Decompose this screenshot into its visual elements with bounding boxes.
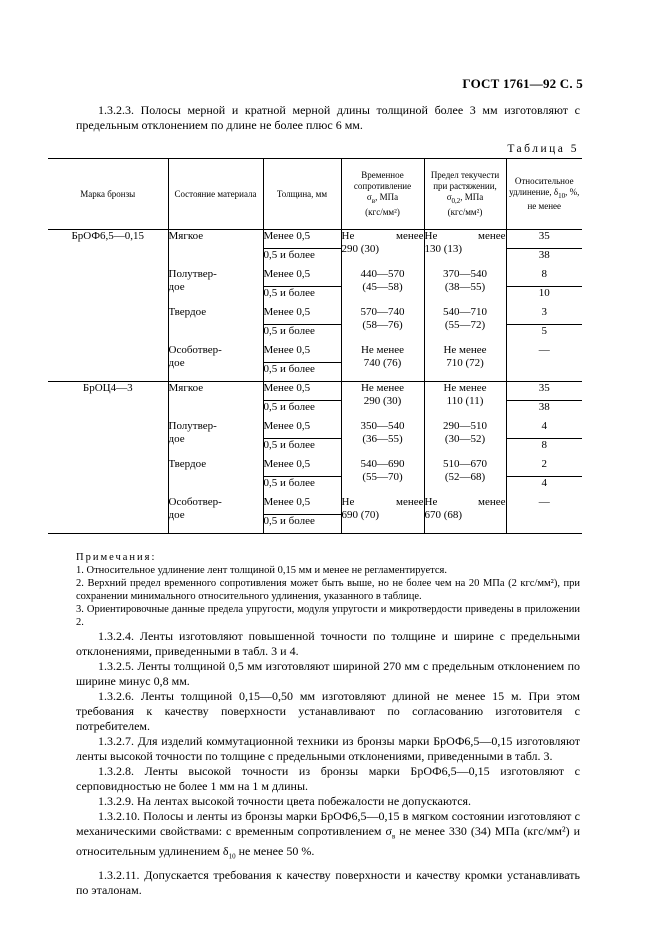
note-1: 1. Относительное удлинение лент толщиной 0,15 мм и менее не регламентируется. [76, 565, 447, 576]
cell-thickness: Менее 0,5 [263, 420, 341, 439]
note-2: 2. Верхний предел временного сопротивления может быть выше, но не более чем на 20 МПа (2 кгс/мм²), при сохранении минимального относительного удлинения, указанного в таблице. [76, 578, 580, 602]
cell-yield: 290—510 (30—52) [424, 420, 506, 458]
header-tolshchina: Толщина, мм [263, 159, 341, 230]
cell-marka: БрОЦ4—3 [48, 382, 168, 534]
cell-yield: Не менее 130 (13) [424, 230, 506, 268]
paragraph-1-3-2-10: 1.3.2.10. Полосы и ленты из бронзы марки БрОФ6,5—0,15 в мягком состоянии изготовляют с механическими свойствами: с временным сопротивлением $\sigma_в$ не менее 330 (34) МПа (кгс/мм²) и относительным удлинением $\delta_{10}$ не менее 50 %. [76, 809, 580, 861]
cell-thickness: Менее 0,5 [263, 382, 341, 401]
notes-block [76, 551, 580, 629]
cell-thickness: 0,5 и более [263, 249, 341, 268]
table-row [48, 230, 582, 249]
page-header: ГОСТ 1761—92 С. 5 [462, 76, 583, 91]
cell-thickness: 0,5 и более [263, 287, 341, 306]
table-row [48, 382, 582, 401]
cell-thickness: Менее 0,5 [263, 306, 341, 325]
cell-yield: Не менее 710 (72) [424, 344, 506, 382]
cell-thickness: Менее 0,5 [263, 344, 341, 363]
header-vremennoe: Временное сопротивление $\sigma_в$, МПа (кгс/мм²) [341, 159, 424, 230]
cell-thickness: Менее 0,5 [263, 230, 341, 249]
cell-elongation: 8 [506, 439, 582, 458]
cell-thickness: 0,5 и более [263, 515, 341, 534]
cell-elongation: 38 [506, 249, 582, 268]
cell-elongation: 4 [506, 420, 582, 439]
table-header-row [48, 159, 582, 230]
table-label: Таблица 5 [507, 143, 579, 155]
cell-yield: Не менее 670 (68) [424, 496, 506, 534]
cell-sostoyanie: Твердое [168, 458, 263, 496]
cell-thickness: 0,5 и более [263, 477, 341, 496]
cell-thickness: 0,5 и более [263, 439, 341, 458]
cell-elongation: — [506, 496, 582, 534]
header-predel: Предел текучести при растяжении, $\sigma_{0,2}$, МПа (кгс/мм²) [424, 159, 506, 230]
note-3: 3. Ориентировочные данные предела упругости, модуля упругости и микротвердости приведены в приложении 2. [76, 604, 580, 628]
cell-sostoyanie: Полутвер- дое [168, 268, 263, 306]
cell-elongation: — [506, 344, 582, 382]
cell-sostoyanie: Полутвер- дое [168, 420, 263, 458]
cell-sigma: Не менее 290 (30) [341, 382, 424, 420]
cell-sigma: 440—570 (45—58) [341, 268, 424, 306]
cell-thickness: 0,5 и более [263, 325, 341, 344]
cell-elongation: 4 [506, 477, 582, 496]
cell-sostoyanie: Особотвер- дое [168, 496, 263, 534]
cell-elongation: 2 [506, 458, 582, 477]
header-sostoyanie: Состояние материала [168, 159, 263, 230]
cell-sostoyanie: Твердое [168, 306, 263, 344]
notes-title: Примечания: [76, 552, 157, 563]
cell-elongation: 10 [506, 287, 582, 306]
cell-marka: БрОФ6,5—0,15 [48, 230, 168, 382]
cell-sigma: Не менее 290 (30) [341, 230, 424, 268]
cell-yield: 510—670 (52—68) [424, 458, 506, 496]
cell-sigma: Не менее 740 (76) [341, 344, 424, 382]
header-marka: Марка бронзы [48, 159, 168, 230]
paragraph-1-3-2-3: 1.3.2.3. Полосы мерной и кратной мерной длины толщиной более 3 мм изготовляют с предельным отклонением по длине не более плюс 6 мм. [76, 103, 580, 132]
cell-yield: 540—710 (55—72) [424, 306, 506, 344]
cell-sigma: Не менее 690 (70) [341, 496, 424, 534]
cell-elongation: 35 [506, 230, 582, 249]
cell-thickness: Менее 0,5 [263, 496, 341, 515]
paragraph-1-3-2-5: 1.3.2.5. Ленты толщиной 0,5 мм изготовляют шириной 270 мм с предельным отклонением по ширине минус 0,8 мм. [76, 659, 580, 688]
paragraph-1-3-2-6: 1.3.2.6. Ленты толщиной 0,15—0,50 мм изготовляют длиной не менее 15 м. При этом требования к качеству поверхности устанавливают по согласованию изготовителя с потребителем. [76, 689, 580, 733]
paragraph-1-3-2-4: 1.3.2.4. Ленты изготовляют повышенной точности по толщине и ширине с предельными отклонениями, приведенными в табл. 3 и 4. [76, 629, 580, 658]
cell-yield: 370—540 (38—55) [424, 268, 506, 306]
cell-sostoyanie: Мягкое [168, 230, 263, 268]
paragraph-1-3-2-8: 1.3.2.8. Ленты высокой точности из бронзы марки БрОФ6,5—0,15 изготовляют с серповидностью не более 1 мм на 1 м длины. [76, 764, 580, 793]
cell-thickness: Менее 0,5 [263, 458, 341, 477]
table-5 [48, 158, 582, 534]
cell-elongation: 35 [506, 382, 582, 401]
paragraph-1-3-2-7: 1.3.2.7. Для изделий коммутационной техники из бронзы марки БрОФ6,5—0,15 изготовляют ленты высокой точности по толщине с предельными отклонениями, приведенными в табл. 3. [76, 734, 580, 763]
paragraphs-block [76, 629, 580, 898]
cell-thickness: Менее 0,5 [263, 268, 341, 287]
cell-elongation: 3 [506, 306, 582, 325]
header-udlinenie: Относительное удлинение, $\delta_{10}$, %, не менее [506, 159, 582, 230]
paragraph-1-3-2-9: 1.3.2.9. На лентах высокой точности цвета побежалости не допускаются. [98, 794, 472, 808]
cell-sostoyanie: Мягкое [168, 382, 263, 420]
cell-sostoyanie: Особотвер- дое [168, 344, 263, 382]
cell-thickness: 0,5 и более [263, 401, 341, 420]
cell-elongation: 8 [506, 268, 582, 287]
cell-sigma: 350—540 (36—55) [341, 420, 424, 458]
paragraph-1-3-2-11: 1.3.2.11. Допускается требования к качеству поверхности и качеству кромки устанавливать по эталонам. [76, 867, 580, 897]
cell-sigma: 570—740 (58—76) [341, 306, 424, 344]
cell-yield: Не менее 110 (11) [424, 382, 506, 420]
cell-sigma: 540—690 (55—70) [341, 458, 424, 496]
cell-thickness: 0,5 и более [263, 363, 341, 382]
cell-elongation: 38 [506, 401, 582, 420]
cell-elongation: 5 [506, 325, 582, 344]
